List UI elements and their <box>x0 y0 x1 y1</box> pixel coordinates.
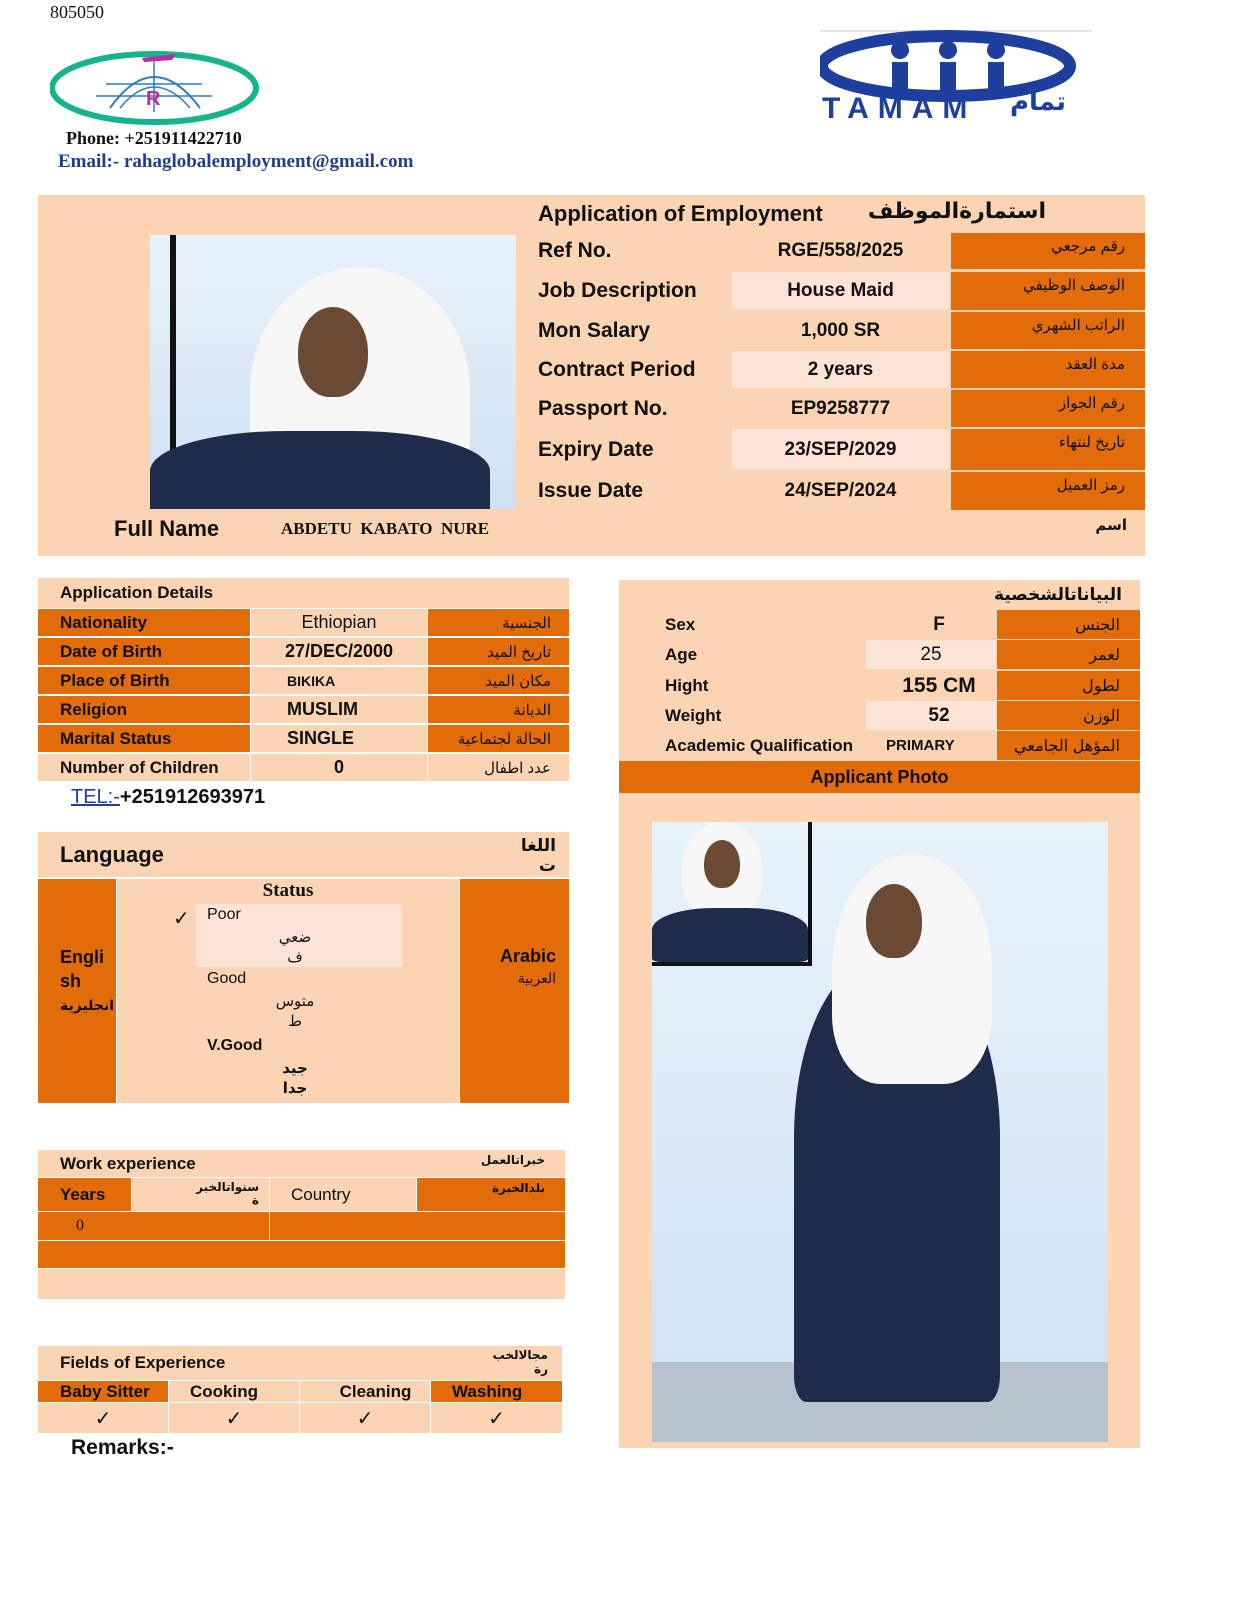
app-row-3-label: Contract Period <box>518 351 731 388</box>
work-row-3 <box>38 1269 565 1299</box>
field-1-check: ✓ <box>169 1403 299 1433</box>
full-name-value: ABDETU KABATO NURE <box>281 519 490 538</box>
detail-row-0-ar: الجنسية <box>428 609 569 636</box>
detail-row-2-value: BIKIKA <box>251 667 427 694</box>
arabic-label-en: Arabic <box>499 946 556 966</box>
field-0-name: Baby Sitter <box>38 1381 168 1402</box>
fields-ar-line2: رة <box>534 1362 548 1376</box>
partner-logo-arabic: تمام <box>1010 86 1067 116</box>
app-row-3-value: 2 years <box>732 351 949 388</box>
personal-row-1-label: Age <box>645 640 865 669</box>
personal-row-3-label: Weight <box>645 701 865 730</box>
years-label: Years <box>38 1178 131 1211</box>
personal-row-2-ar: لطول <box>997 671 1140 700</box>
level-row-0-ar2: ف <box>287 949 303 966</box>
language-english-label <box>60 945 114 1017</box>
level-row-0-ar1: ضعي <box>278 929 312 946</box>
app-row-0-label: Ref No. <box>518 233 731 269</box>
app-row-2-ar: الراتب الشهري <box>951 312 1145 349</box>
personal-row-4-value: PRIMARY <box>866 731 996 760</box>
work-title-ar: خبراتالعمل <box>417 1150 565 1177</box>
detail-row-4-value: SINGLE <box>251 725 427 752</box>
field-2-check: ✓ <box>300 1403 430 1433</box>
personal-row-4-label: Academic Qualification <box>645 731 865 760</box>
personal-row-3-value: 52 <box>866 701 996 730</box>
field-1-name: Cooking <box>169 1381 299 1402</box>
app-row-5-ar: تاريخ لنتهاء <box>951 429 1145 470</box>
work-title: Work experience <box>38 1150 417 1177</box>
level-row-2-en: V.Good <box>207 1037 263 1054</box>
personal-row-0-label: Sex <box>645 610 865 639</box>
detail-row-1-label: Date of Birth <box>38 638 250 665</box>
work-row-1-country <box>270 1212 565 1240</box>
level-row-2-ar1: جيد <box>282 1060 308 1077</box>
app-row-6-value: 24/SEP/2024 <box>732 472 949 510</box>
partner-logo <box>820 28 1092 128</box>
application-title-ar: استمارةالموظف <box>867 198 1046 223</box>
detail-row-0-value: Ethiopian <box>251 609 427 636</box>
app-row-3-ar: مدة العقد <box>951 351 1145 388</box>
years-ar-line2: ة <box>251 1193 259 1207</box>
personal-title-ar: البياناتالشخصية <box>994 585 1122 604</box>
status-header: Status <box>262 880 314 901</box>
app-row-1-value: House Maid <box>732 272 949 310</box>
detail-row-3-ar: الديانة <box>428 696 569 723</box>
level-row-2-ar2: جدا <box>282 1080 308 1097</box>
detail-row-1-ar: تاريخ الميد <box>428 638 569 665</box>
years-ar-line1: سنواتالخبر <box>196 1180 259 1194</box>
app-row-1-label: Job Description <box>518 272 731 310</box>
details-title: Application Details <box>38 578 569 608</box>
country-label-ar: بلدالخبرة <box>417 1178 565 1211</box>
app-row-4-value: EP9258777 <box>732 390 949 427</box>
personal-row-4-ar: المؤهل الجامعي <box>997 731 1140 760</box>
arabic-label-ar: العربية <box>517 970 556 986</box>
work-row-2 <box>38 1241 565 1268</box>
field-3-check: ✓ <box>431 1403 562 1433</box>
app-row-1-ar: الوصف الوظيفي <box>951 272 1145 310</box>
top-applicant-photo <box>150 235 516 509</box>
telephone <box>71 786 265 809</box>
language-title: Language <box>38 832 569 877</box>
agency-logo-letter: R <box>146 88 161 110</box>
detail-row-4-ar: الحالة لجتماعية <box>428 725 569 752</box>
field-2-name: Cleaning <box>300 1381 430 1402</box>
field-0-check: ✓ <box>38 1403 168 1433</box>
detail-row-5-label: Number of Children <box>38 754 250 781</box>
app-row-6-ar: رمز العميل <box>951 472 1145 510</box>
app-row-4-ar: رقم الجواز <box>951 390 1145 427</box>
full-name-label: Full Name <box>114 512 264 546</box>
document-number: 805050 <box>50 2 104 22</box>
english-label-line1: Engli <box>60 947 104 967</box>
agency-logo <box>50 46 260 126</box>
detail-row-1-value: 27/DEC/2000 <box>251 638 427 665</box>
personal-row-2-value: 155 CM <box>866 671 996 700</box>
application-title-en: Application of Employment <box>538 201 823 226</box>
detail-row-2-label: Place of Birth <box>38 667 250 694</box>
detail-row-2-ar: مكان الميد <box>428 667 569 694</box>
full-name-ar: اسم <box>1095 517 1127 534</box>
field-3-name: Washing <box>431 1381 562 1402</box>
fields-title-ar <box>490 1348 548 1376</box>
app-row-2-value: 1,000 SR <box>732 312 949 349</box>
telephone-value: +251912693971 <box>119 786 266 808</box>
detail-row-5-value: 0 <box>251 754 427 781</box>
fields-title: Fields of Experience <box>38 1346 562 1380</box>
language-title-ar <box>500 836 556 876</box>
applicant-photo-label: Applicant Photo <box>619 761 1140 793</box>
years-label-ar <box>132 1178 269 1211</box>
app-row-0-value: RGE/558/2025 <box>732 233 949 269</box>
level-row-1-ar1: متوس <box>275 993 315 1010</box>
fields-ar-line1: مجالالخب <box>492 1348 548 1362</box>
app-row-5-value: 23/SEP/2029 <box>732 429 949 470</box>
personal-row-3-ar: الوزن <box>997 701 1140 730</box>
personal-row-0-ar: الجنس <box>997 610 1140 639</box>
language-title-ar-line2: ت <box>538 856 556 875</box>
app-row-6-label: Issue Date <box>518 472 731 510</box>
detail-row-3-label: Religion <box>38 696 250 723</box>
application-title <box>518 196 1145 232</box>
detail-row-0-label: Nationality <box>38 609 250 636</box>
personal-row-0-value: F <box>866 610 996 639</box>
detail-row-3-value: MUSLIM <box>251 696 427 723</box>
level-check-poor: ✓ <box>173 908 190 930</box>
full-applicant-photo <box>652 822 1108 1442</box>
language-arabic-column <box>460 879 569 1103</box>
app-row-0-ar: رقم مرجعي <box>951 233 1145 269</box>
agency-phone: Phone: +251911422710 <box>66 128 242 148</box>
remarks-label: Remarks:- <box>71 1436 174 1459</box>
level-row-0-en: Poor <box>207 906 241 923</box>
personal-row-2-label: Hight <box>645 671 865 700</box>
app-row-2-label: Mon Salary <box>518 312 731 349</box>
app-row-4-label: Passport No. <box>518 390 731 427</box>
language-arabic-label <box>460 945 556 989</box>
work-row-1-years: 0 <box>38 1212 269 1240</box>
telephone-label: TEL:- <box>71 786 120 808</box>
detail-row-5-ar: عدد اطفال <box>428 754 569 781</box>
english-label-line2: sh <box>60 971 82 991</box>
personal-row-1-ar: لعمر <box>997 640 1140 669</box>
personal-row-1-value: 25 <box>866 640 996 669</box>
app-row-5-label: Expiry Date <box>518 429 731 470</box>
agency-email: Email:- rahaglobalemployment@gmail.com <box>58 151 414 172</box>
detail-row-4-label: Marital Status <box>38 725 250 752</box>
level-row-1-en: Good <box>207 970 247 987</box>
partner-logo-text: TAMAM <box>822 92 977 125</box>
english-label-ar: انجليزية <box>60 997 115 1013</box>
language-title-ar-line1: اللغا <box>520 836 556 855</box>
country-label: Country <box>270 1178 416 1211</box>
level-row-1-ar2: ط <box>288 1013 302 1030</box>
